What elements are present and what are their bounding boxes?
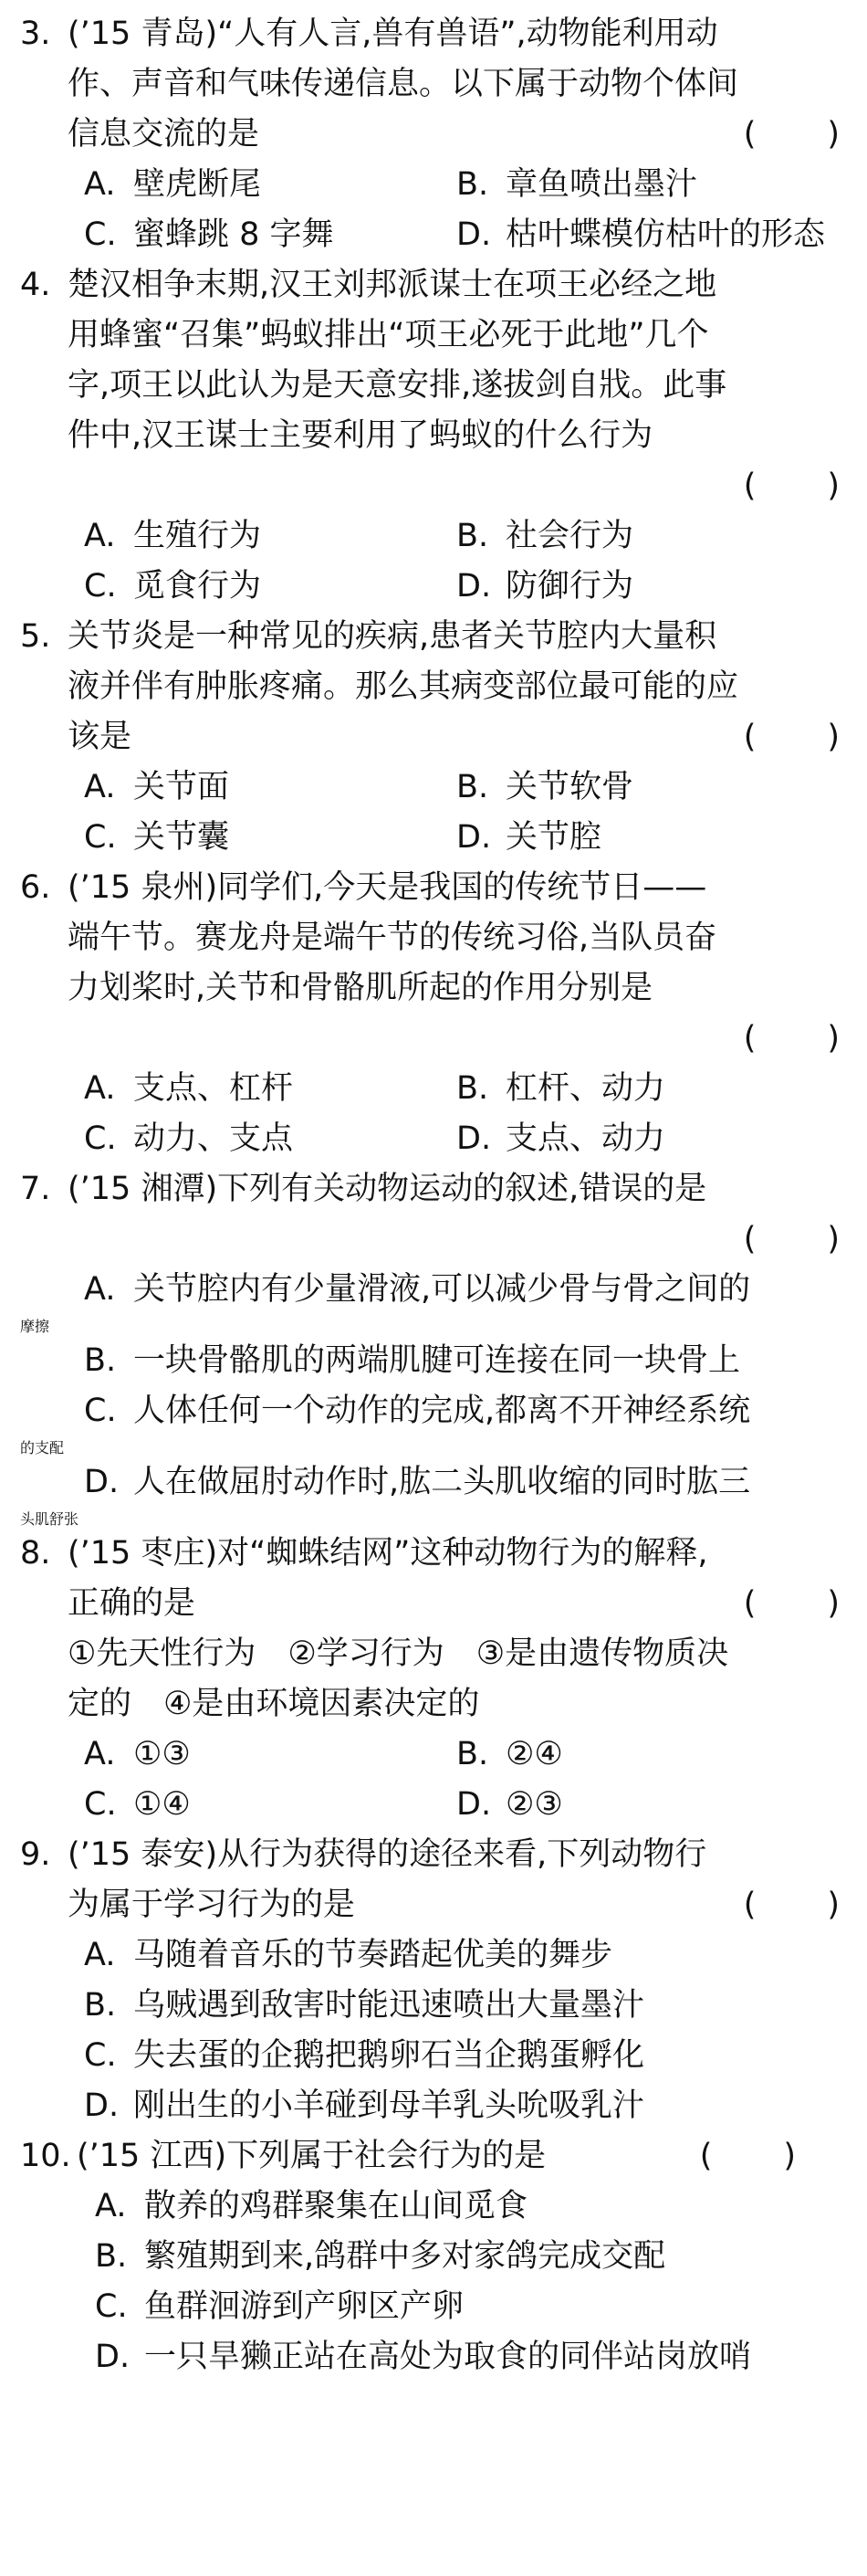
option-d[interactable]: D. 人在做屈肘动作时,肱二头肌收缩的同时肱三 xyxy=(84,1464,751,1500)
question-line xyxy=(20,9,851,59)
option-d[interactable]: D. 支点、动力 xyxy=(456,1120,666,1157)
option-a[interactable]: A. ①③ xyxy=(84,1736,191,1772)
options-row xyxy=(20,210,851,260)
option-b[interactable]: B. ②④ xyxy=(456,1736,563,1772)
statement-list: ①先天性行为 ②学习行为 ③是由遗传物质决 xyxy=(68,1635,729,1672)
option-a[interactable]: A. 马随着音乐的节奏踏起优美的舞步 xyxy=(84,1937,613,1973)
option-a-continued: 摩擦 xyxy=(20,1318,50,1335)
question-8 xyxy=(20,1529,851,1830)
question-line xyxy=(20,712,851,762)
question-number: 9. xyxy=(20,1836,51,1873)
options-row xyxy=(20,160,851,210)
question-line xyxy=(20,1679,851,1730)
question-number: 7. xyxy=(20,1171,51,1207)
question-line xyxy=(20,310,851,361)
answer-blank[interactable]: ( ) xyxy=(743,719,840,755)
question-9 xyxy=(20,1830,851,2131)
option-d[interactable]: D. 刚出生的小羊碰到母羊乳头吮吸乳汁 xyxy=(84,2087,645,2124)
option-a[interactable]: A. 关节面 xyxy=(84,769,230,805)
question-line xyxy=(20,1164,851,1214)
option-d[interactable]: D. 一只旱獭正站在高处为取食的同伴站岗放哨 xyxy=(95,2339,752,2375)
question-line xyxy=(20,913,851,963)
question-5 xyxy=(20,612,851,863)
answer-blank[interactable]: ( ) xyxy=(699,2138,796,2174)
question-line xyxy=(20,1014,851,1064)
option-a[interactable]: A. 关节腔内有少量滑液,可以减少骨与骨之间的 xyxy=(84,1271,751,1308)
option-c[interactable]: C. ①④ xyxy=(84,1786,191,1823)
question-line xyxy=(20,260,851,310)
question-line xyxy=(20,2131,851,2182)
answer-blank[interactable]: ( ) xyxy=(743,1221,840,1257)
question-line xyxy=(20,1880,851,1930)
options-row xyxy=(20,813,851,863)
option-c[interactable]: C. 失去蛋的企鹅把鹅卵石当企鹅蛋孵化 xyxy=(84,2037,645,2074)
question-stem: 正确的是 xyxy=(68,1585,196,1622)
statement-list: 定的 ④是由环境因素决定的 xyxy=(68,1686,480,1722)
question-line xyxy=(20,461,851,511)
options-row xyxy=(20,1780,851,1830)
question-stem: 字,项王以此认为是天意安排,遂拔剑自戕。此事 xyxy=(68,367,727,404)
option-c[interactable]: C. 关节囊 xyxy=(84,819,230,856)
question-7 xyxy=(20,1164,851,1529)
options-row xyxy=(20,562,851,612)
option-d[interactable]: D. ②③ xyxy=(456,1786,563,1823)
question-stem: 力划桨时,关节和骨骼肌所起的作用分别是 xyxy=(68,970,653,1006)
options-row xyxy=(20,1730,851,1780)
options-row xyxy=(20,762,851,813)
option-c[interactable]: C. 人体任何一个动作的完成,都离不开神经系统 xyxy=(84,1393,751,1429)
question-stem: (’15 泉州)同学们,今天是我国的传统节日—— xyxy=(68,869,707,906)
question-stem: 作、声音和气味传递信息。以下属于动物个体间 xyxy=(68,66,739,102)
question-stem: 端午节。赛龙舟是端午节的传统习俗,当队员奋 xyxy=(68,920,717,956)
question-stem: 件中,汉王谋士主要利用了蚂蚁的什么行为 xyxy=(68,417,653,454)
question-number: 8. xyxy=(20,1535,51,1572)
question-stem: 关节炎是一种常见的疾病,患者关节腔内大量积 xyxy=(68,618,717,655)
option-d-continued: 头肌舒张 xyxy=(20,1510,79,1528)
option-a[interactable]: A. 支点、杠杆 xyxy=(84,1070,294,1107)
option-c[interactable]: C. 蜜蜂跳 8 字舞 xyxy=(84,216,334,253)
option-c[interactable]: C. 鱼群洄游到产卵区产卵 xyxy=(95,2288,465,2325)
option-c-continued: 的支配 xyxy=(20,1439,65,1456)
question-stem: (’15 青岛)“人有人言,兽有兽语”,动物能利用动 xyxy=(68,16,718,52)
answer-blank[interactable]: ( ) xyxy=(743,468,840,504)
question-6 xyxy=(20,863,851,1164)
question-number: 5. xyxy=(20,618,51,655)
question-stem: (’15 湘潭)下列有关动物运动的叙述,错误的是 xyxy=(68,1171,707,1207)
option-b[interactable]: B. 乌贼遇到敌害时能迅速喷出大量墨汁 xyxy=(84,1987,645,2024)
option-d[interactable]: D. 枯叶蝶模仿枯叶的形态 xyxy=(456,216,826,253)
option-b[interactable]: B. 繁殖期到来,鸽群中多对家鸽完成交配 xyxy=(95,2238,666,2275)
options-row xyxy=(20,511,851,562)
question-line xyxy=(20,59,851,110)
question-number: 6. xyxy=(20,869,51,906)
question-stem: (’15 江西)下列属于社会行为的是 xyxy=(77,2138,547,2174)
question-stem: 该是 xyxy=(68,719,132,755)
question-stem: (’15 泰安)从行为获得的途径来看,下列动物行 xyxy=(68,1836,707,1873)
option-a[interactable]: A. 壁虎断尾 xyxy=(84,166,262,203)
option-b[interactable]: B. 一块骨骼肌的两端肌腱可连接在同一块骨上 xyxy=(84,1342,741,1379)
option-b[interactable]: B. 杠杆、动力 xyxy=(456,1070,666,1107)
option-a[interactable]: A. 散养的鸡群聚集在山间觅食 xyxy=(95,2188,528,2224)
question-line xyxy=(20,1214,851,1265)
question-4 xyxy=(20,260,851,612)
answer-blank[interactable]: ( ) xyxy=(743,116,840,152)
option-a[interactable]: A. 生殖行为 xyxy=(84,518,262,554)
question-line xyxy=(20,1830,851,1880)
question-line xyxy=(20,361,851,411)
options-row xyxy=(20,1064,851,1114)
question-stem: (’15 枣庄)对“蜘蛛结网”这种动物行为的解释, xyxy=(68,1535,708,1572)
question-line xyxy=(20,1579,851,1629)
question-line xyxy=(20,963,851,1014)
question-line xyxy=(20,612,851,662)
question-line xyxy=(20,863,851,913)
question-10 xyxy=(20,2131,851,2382)
option-d[interactable]: D. 防御行为 xyxy=(456,568,634,605)
question-stem: 用蜂蜜“召集”蚂蚁排出“项王必死于此地”几个 xyxy=(68,317,709,353)
option-b[interactable]: B. 社会行为 xyxy=(456,518,634,554)
options-row xyxy=(20,1114,851,1164)
option-c[interactable]: C. 觅食行为 xyxy=(84,568,262,605)
question-line xyxy=(20,411,851,461)
question-stem: 液并伴有肿胀疼痛。那么其病变部位最可能的应 xyxy=(68,668,739,705)
question-number: 10. xyxy=(20,2138,71,2174)
question-stem: 为属于学习行为的是 xyxy=(68,1887,356,1923)
question-stem: 楚汉相争末期,汉王刘邦派谋士在项王必经之地 xyxy=(68,267,717,303)
answer-blank[interactable]: ( ) xyxy=(743,1887,840,1923)
option-d[interactable]: D. 关节腔 xyxy=(456,819,602,856)
question-line xyxy=(20,662,851,712)
option-b[interactable]: B. 章鱼喷出墨汁 xyxy=(456,166,698,203)
question-number: 3. xyxy=(20,16,51,52)
question-3 xyxy=(20,9,851,260)
option-c[interactable]: C. 动力、支点 xyxy=(84,1120,294,1157)
answer-blank[interactable]: ( ) xyxy=(743,1020,840,1057)
question-line xyxy=(20,1629,851,1679)
answer-blank[interactable]: ( ) xyxy=(743,1585,840,1622)
question-line xyxy=(20,110,851,160)
question-number: 4. xyxy=(20,267,51,303)
question-line xyxy=(20,1529,851,1579)
option-b[interactable]: B. 关节软骨 xyxy=(456,769,634,805)
question-stem: 信息交流的是 xyxy=(68,116,260,152)
